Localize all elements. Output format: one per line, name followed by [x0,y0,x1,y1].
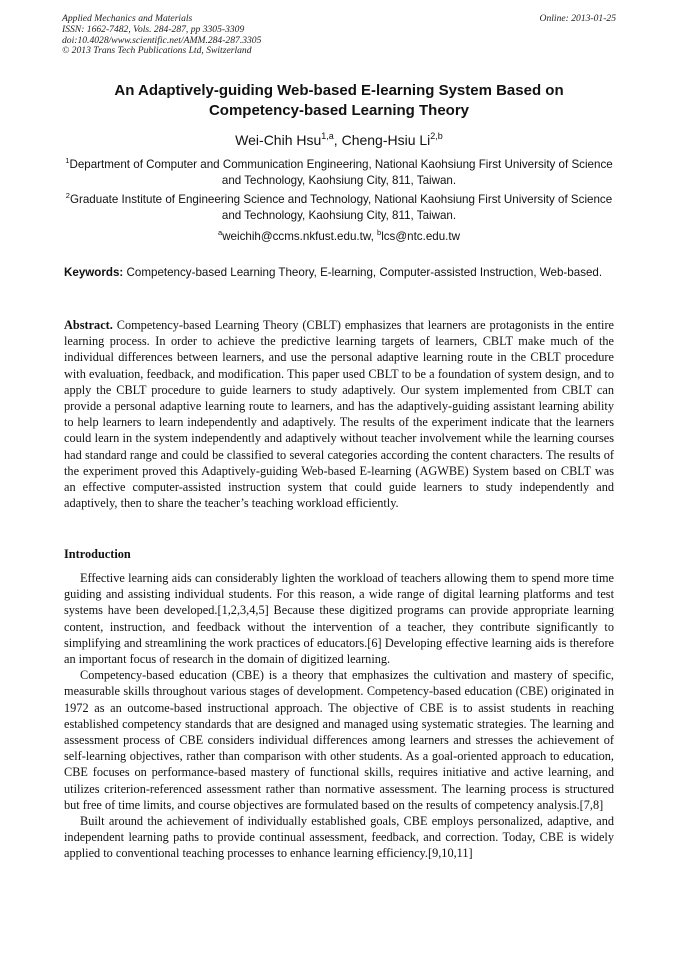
abstract-text: Competency-based Learning Theory (CBLT) emphasizes that learners are protagonists in the entire learning process. In order to achieve the predictive learning targets of learners, CBLT make much of the individual differences between learners, and use the personal adaptive learning route in the CBLT procedure with evaluation, feedback, and modification. This paper used CBLT to be a foundation of system design, and to apply the CBLT procedure to guide learners to study adaptively. Our system implemented from CBLT can provide a personal adaptive learning route to learners, and has the adaptively-guiding assistant learning ability to help learners to learn independently and adaptively. The results of the experiment indicate that the learners could learn in the system independently and adaptively without teacher involvement while the learning courses had standard range and could be classified to several categories according the content characters. The results of the experiment proved this Adaptively-guiding Web-based E-learning (AGWBE) System based on CBLT was an effective computer-assisted instruction system that could guide learners to study independently and adaptively, then to share the teacher’s teaching workload efficiently. [64,318,614,511]
email-separator: , [370,230,378,243]
email-link[interactable]: weichih@ccms.nkfust.edu.tw [222,230,371,243]
affiliation-marker: 1 [65,156,70,165]
author-line [62,131,616,149]
email-line [62,229,616,245]
paper-title: An Adaptively-guiding Web-based E-learning System Based on Competency-based Learning Theory [114,82,564,119]
email-marker: b [377,228,382,237]
author-superscript: 1,a [321,131,334,141]
affiliation-2 [62,192,616,224]
online-date: Online: 2013-01-25 [539,13,616,24]
author-name: Cheng-Hsiu Li [341,132,431,148]
affiliation-marker: 2 [65,191,70,200]
affiliation-text: Department of Computer and Communication Engineering, National Kaohsiung First University of Science and Technology, Kaohsiung City, 811, Taiwan. [69,158,613,187]
abstract-label: Abstract. [64,318,113,332]
body-paragraph: Competency-based education (CBE) is a theory that emphasizes the cultivation and mastery of specific, measurable skills throughout various stages of development. Competency-based education (CBE) originated in 1972 as an outcome-based instructional approach. The objective of CBE is to assist students in reaching established competency standards that are designed and managed using systematic strategies. The learning and assessment process of CBE considers individual differences among learners and stresses the achievement of self-learning objectives, rather than comparison with other students. As a goal-oriented approach to education, CBE focuses on performance-based mastery of functional skills, requires initiative and active learning, and utilizes criterion-referenced assessment rather than normative assessment. The learning process is structured but free of time limits, and course objectives are formulated based on the results of competency analysis.[7,8] [64,668,614,812]
body-paragraph: Built around the achievement of individually established goals, CBE employs personalized, adaptive, and independent learning paths to provide continual assessment, feedback, and correction. Today, CBE is widely applied to conventional teaching processes to enhance learning efficiency.[9,10,11] [64,814,614,861]
author-separator: , [333,132,342,148]
copyright-line: © 2013 Trans Tech Publications Ltd, Switzerland [62,45,252,57]
journal-name: Applied Mechanics and Materials [62,13,193,24]
section-heading: Introduction [64,547,131,561]
journal-header [62,14,616,57]
author-name: Wei-Chih Hsu [235,132,322,148]
abstract-block [64,317,614,511]
body-paragraph: Effective learning aids can considerably lighten the workload of teachers allowing them to spend more time guiding and assisting individual students. For this reason, a wide range of digital learning platforms and test systems have been developed.[1,2,3,4,5] Because these digitized programs can provide appropriate learning content, instruction, and feedback without the intervention of a teacher, they contribute significantly to simplifying and streamlining the work practices of educators.[6] Developing effective learning aids is therefore an important focus of research in the domain of digitized learning. [64,571,614,667]
introduction-body [64,570,614,862]
doi-line: doi:10.4028/www.scientific.net/AMM.284-287.3305 [62,34,262,46]
keywords-label: Keywords: [64,266,124,279]
affiliation-text: Graduate Institute of Engineering Science and Technology, National Kaohsiung First University of Science and Technology, Kaohsiung City, 811, Taiwan. [69,193,613,222]
email-link[interactable]: lcs@ntc.edu.tw [381,230,460,243]
email-marker: a [218,228,223,237]
issn-line: ISSN: 1662-7482, Vols. 284-287, pp 3305-3309 [62,23,245,35]
keywords-text: Competency-based Learning Theory, E-learning, Computer-assisted Instruction, Web-based. [126,266,603,279]
keywords-block [64,265,614,281]
author-superscript: 2,b [430,131,443,141]
affiliation-1 [62,157,616,189]
